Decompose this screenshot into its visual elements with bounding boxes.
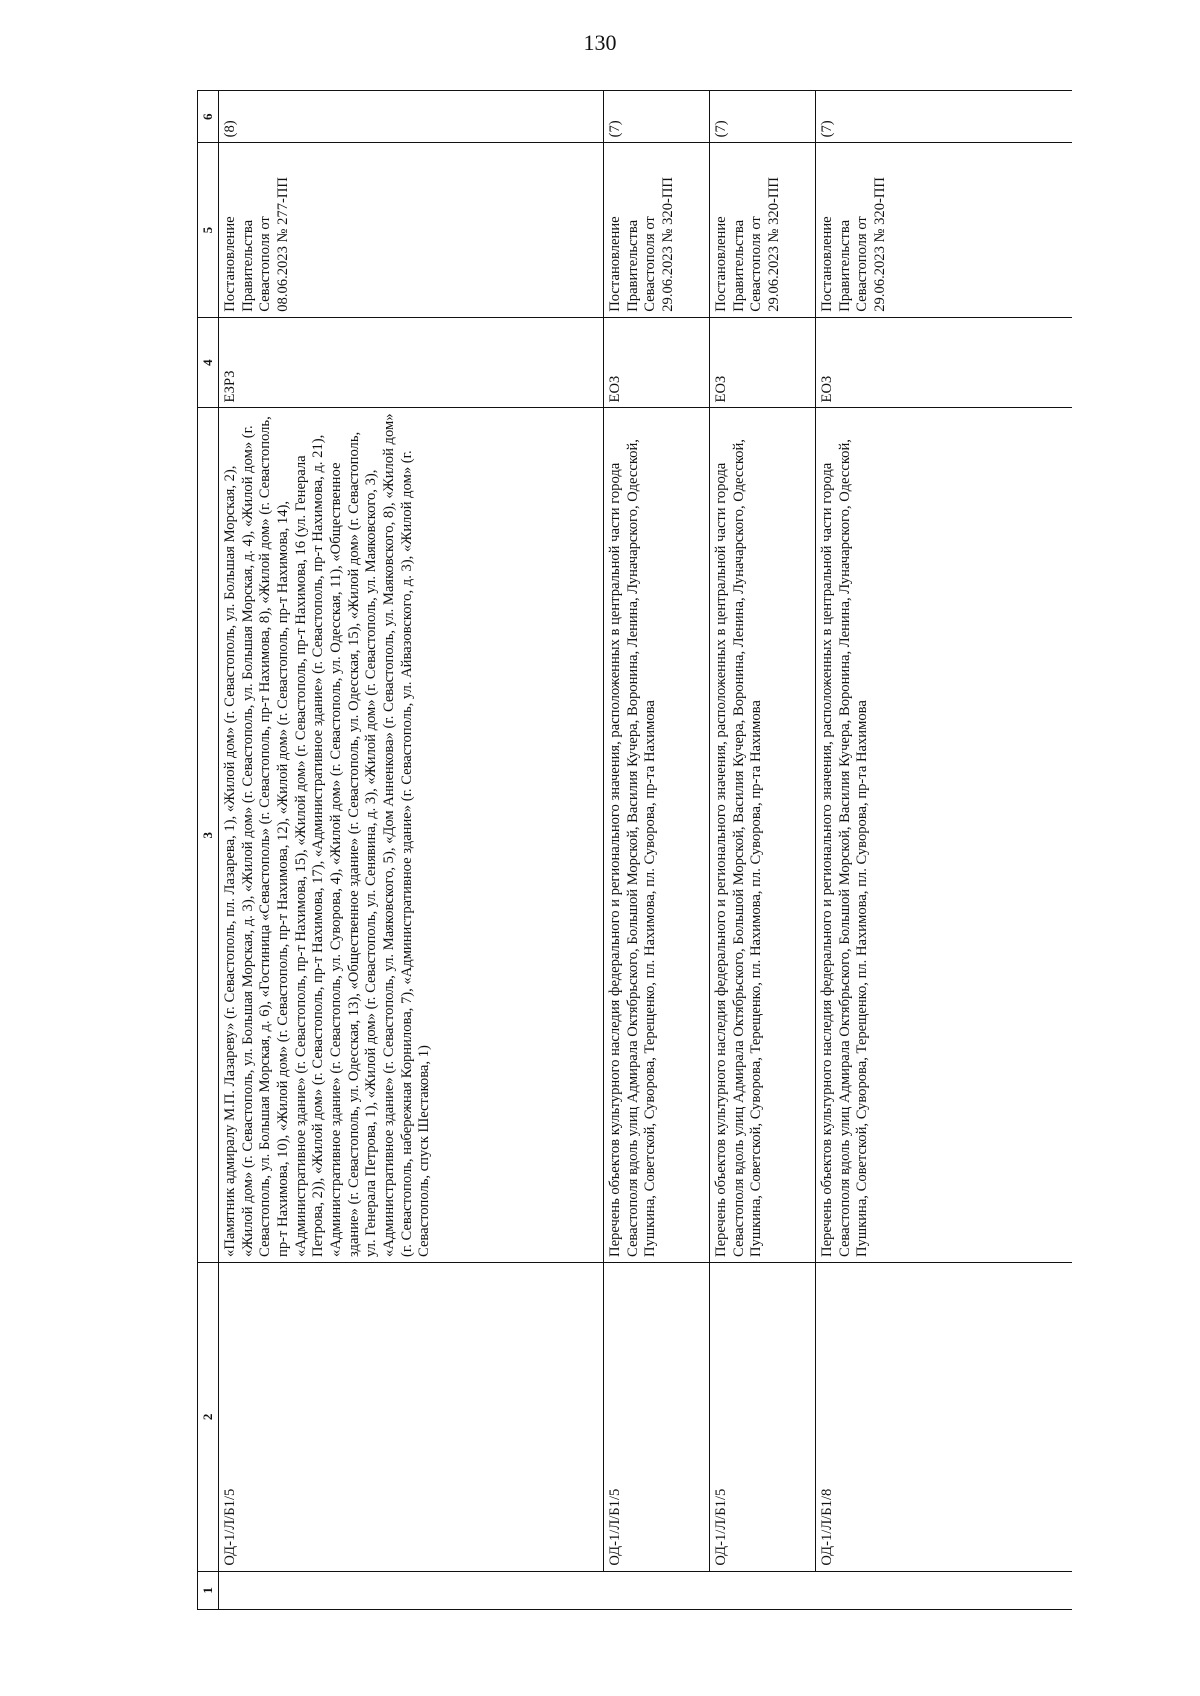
- column-number: 2: [198, 1262, 219, 1571]
- cell-zone-type: ЕОЗ: [816, 317, 1073, 408]
- cell-zone-type: ЕОЗ: [710, 317, 816, 408]
- cell-resolution: Постановление Правительства Севастополя от 29.06.2023 № 320-ПП: [710, 143, 816, 317]
- cell-ref: (7): [710, 91, 816, 143]
- table-row: [604, 91, 710, 1610]
- cell-zone-code: ОД-1/Л/Б1/5: [710, 1262, 816, 1571]
- rotated-table-frame: [197, 90, 1072, 1610]
- column-number: 1: [198, 1571, 219, 1609]
- cell-resolution: Постановление Правительства Севастополя от 29.06.2023 № 320-ПП: [816, 143, 1073, 317]
- cell-zone-code: ОД-1/Л/Б1/5: [604, 1262, 710, 1571]
- cell-objects: Перечень объектов культурного наследия федерального и регионального значения, расположенных в центральной части города Севастополя вдоль улиц Адмирала Октябрьского, Большой Морской, Василия Кучера, Воронина, Ленина, Луначарского, Одесской, Пушкина, Советской, Суворова, Терещенко, пл. Нахимова, пл. Суворова, пр-та Нахимова: [710, 408, 816, 1263]
- cell-zone-type: ЕЗРЗ: [219, 317, 604, 408]
- column-number: 3: [198, 408, 219, 1263]
- table-row: [710, 91, 816, 1610]
- cell-zone-code: ОД-1/Л/Б1/5: [219, 1262, 604, 1571]
- cell-resolution: Постановление Правительства Севастополя от 29.06.2023 № 320-ПП: [604, 143, 710, 317]
- cell-objects: Перечень объектов культурного наследия федерального и регионального значения, расположенных в центральной части города Севастополя вдоль улиц Адмирала Октябрьского, Большой Морской, Василия Кучера, Воронина, Ленина, Луначарского, Одесской, Пушкина, Советской, Суворова, Терещенко, пл. Нахимова, пл. Суворова, пр-та Нахимова: [604, 408, 710, 1263]
- cell-ref: (7): [604, 91, 710, 143]
- cell-objects: Перечень объектов культурного наследия федерального и регионального значения, расположенных в центральной части города Севастополя вдоль улиц Адмирала Октябрьского, Большой Морской, Василия Кучера, Воронина, Ленина, Луначарского, Одесской, Пушкина, Советской, Суворова, Терещенко, пл. Нахимова, пл. Суворова, пр-та Нахимова: [816, 408, 1073, 1263]
- column-number: 6: [198, 91, 219, 143]
- document-table: [197, 90, 1072, 1610]
- cell-index: [219, 1571, 1073, 1609]
- cell-resolution: Постановление Правительства Севастополя от 08.06.2023 № 277-ПП: [219, 143, 604, 317]
- column-number: 5: [198, 143, 219, 317]
- cell-objects: «Памятник адмиралу М.П. Лазареву» (г. Севастополь, пл. Лазарева, 1), «Жилой дом» (г. Севастополь, ул. Большая Морская, 2), «Жилой дом» (г. Севастополь, ул. Большая Морская, д. 3), «Жилой дом» (г. Севастополь, ул. Большая Морская, д. 4), «Жилой дом» (г. Севастополь, ул. Большая Морская, д. 6), «Гостиница «Севастополь» (г. Севастополь, пр-т Нахимова, 8), «Жилой дом» (г. Севастополь, пр-т Нахимова, 10), «Жилой дом» (г. Севастополь, пр-т Нахимова, 12), «Жилой дом» (г. Севастополь, пр-т Нахимова, 14), «Административное здание» (г. Севастополь, пр-т Нахимова, 15), «Жилой дом» (г. Севастополь, пр-т Нахимова, 16 (ул. Генерала Петрова, 2)), «Жилой дом» (г. Севастополь, пр-т Нахимова, 17), «Административное здание» (г. Севастополь, пр-т Нахимова, д. 21), «Административное здание» (г. Севастополь, ул. Суворова, 4), «Жилой дом» (г. Севастополь, ул. Одесская, 11), «Общественное здание» (г. Севастополь, ул. Одесская, 13), «Общественное здание» (г. Севастополь, ул. Одесская, 15), «Жилой дом» (г. Севастополь, ул. Генерала Петрова, 1), «Жилой дом» (г. Севастополь, ул. Сенявина, д. 3), «Жилой дом» (г. Севастополь, ул. Маяковского, 3), «Административное здание» (г. Севастополь, ул. Маяковского, 5), «Дом Анненкова» (г. Севастополь, ул. Маяковского, 8), «Жилой дом» (г. Севастополь, набережная Корнилова, 7), «Административное здание» (г. Севастополь, ул. Айвазовского, д. 3), «Жилой дом» (г. Севастополь, спуск Шестакова, 1): [219, 408, 604, 1263]
- table-row: [219, 91, 604, 1610]
- page-number: 130: [583, 30, 617, 55]
- column-number: 4: [198, 317, 219, 408]
- column-number-row: [198, 91, 219, 1610]
- cell-zone-type: ЕОЗ: [604, 317, 710, 408]
- table-row: [816, 91, 1073, 1610]
- cell-zone-code: ОД-1/Л/Б1/8: [816, 1262, 1073, 1571]
- cell-ref: (8): [219, 91, 604, 143]
- cell-ref: (7): [816, 91, 1073, 143]
